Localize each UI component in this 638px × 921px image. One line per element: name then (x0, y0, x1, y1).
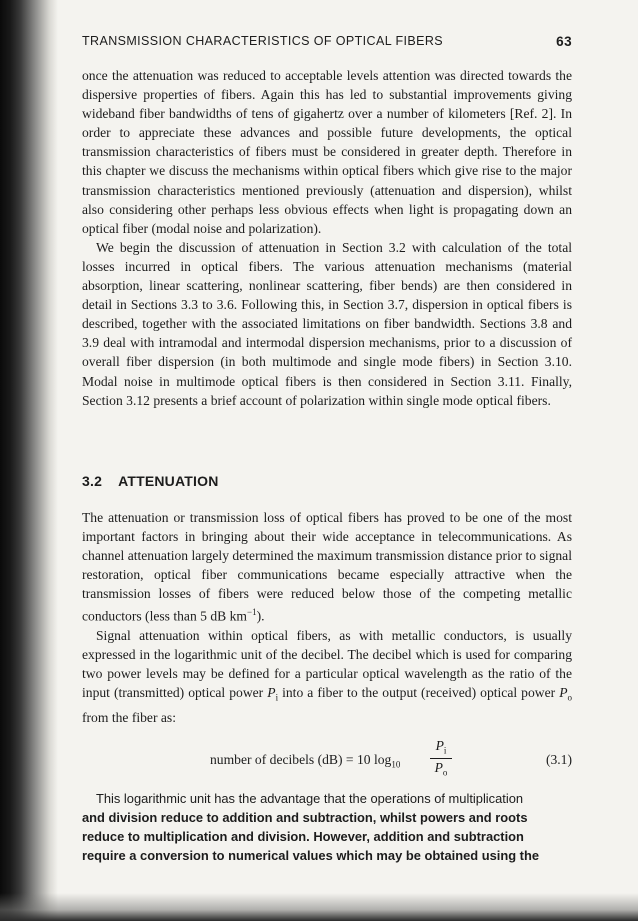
paragraph-5-line-3: reduce to multiplication and division. However, addition and subtraction (82, 829, 524, 845)
intro-text (82, 66, 572, 410)
running-head (82, 34, 572, 49)
log-base: 10 (391, 759, 401, 770)
page-number: 63 (556, 34, 572, 49)
paragraph-5-line-4: require a conversion to numerical values which may be obtained using the (82, 848, 540, 864)
attenuation-text (82, 508, 572, 727)
equation-lhs (210, 752, 400, 770)
closing-text (82, 789, 572, 865)
paragraph-3-text: The attenuation or transmission loss of optical fibers has proved to be one of the most important factors in bringing about their wide acceptance in telecommunications. As channel attenuation largely determined the maximum transmission distance prior to signal restoration, optical fiber communications became especially attractive when the transmission losses of fibers were reduced below those of the competing metallic conductors (less than 5 dB km (82, 510, 572, 624)
numerator-sub: i (443, 745, 447, 756)
paragraph-4-mid: into a fiber to the output (received) optical power (278, 685, 560, 701)
symbol-pi-sub: i (275, 693, 279, 704)
paragraph-4-text: Signal attenuation within optical fibers, as with metallic conductors, is usually expressed in the logarithmic unit of the decibel. The decibel which is used for comparing two power levels may be defined for a particular optical wavelength as the ratio of the input (transmitted) optical power (82, 628, 572, 701)
symbol-pi: P (267, 685, 276, 701)
paragraph-1: once the attenuation was reduced to acceptable levels attention was directed towards the dispersive properties of fibers. Again this has led to substantial improvements giving wideband fiber bandwidths of tens of gigahertz over a number of kilometers [Ref. 2]. In order to appreciate these advances and possible future developments, the optical transmission characteristics of fibers must be considered in greater depth. Therefore in this chapter we discuss the mechanisms within optical fibers which give rise to the major transmission characteristics mentioned previously (attenuation and dispersion), whilst also considering other perhaps less obvious effects when light is propagating down an optical fiber (modal noise and polarization). (82, 68, 572, 236)
symbol-po-sub: o (567, 693, 572, 704)
paragraph-3-exponent: −1 (247, 607, 257, 618)
numerator-symbol: P (435, 738, 444, 753)
equation-fraction (430, 738, 452, 778)
paragraph-4-end: from the fiber as: (82, 710, 176, 726)
fraction-bar (430, 758, 452, 759)
equation-lhs-text: number of decibels (dB) = 10 log (210, 752, 392, 767)
running-head-title: TRANSMISSION CHARACTERISTICS OF OPTICAL FIBERS (82, 34, 444, 48)
fraction-denominator (430, 760, 452, 778)
equation-label: (3.1) (545, 752, 572, 767)
bottom-shadow (0, 893, 638, 921)
paragraph-3 (82, 508, 572, 626)
section-title: ATTENUATION (118, 473, 219, 489)
binding-shadow (0, 0, 58, 921)
symbol-po: P (559, 685, 568, 701)
paragraph-4 (82, 626, 572, 727)
denominator-sub: o (442, 767, 448, 778)
fraction-numerator (430, 738, 452, 757)
paragraph-2: We begin the discussion of attenuation in Section 3.2 with calculation of the total losses incurred in optical fibers. The various attenuation mechanisms (material absorption, linear scattering, nonlinear scattering, fiber bends) are then considered in detail in Sections 3.3 to 3.6. Following this, in Section 3.7, dispersion in optical fibers is described, together with the associated limitations on fiber bandwidth. Sections 3.8 and 3.9 deal with intramodal and intermodal dispersion mechanisms, prior to a discussion of overall fiber dispersion (in both multimode and single mode fibers) in Section 3.10. Modal noise in multimode optical fibers is then considered in Section 3.11. Finally, Section 3.12 presents a brief account of polarization within single mode optical fibers. (82, 239, 572, 408)
section-number: 3.2 (82, 473, 103, 489)
equation-3-1 (82, 738, 572, 782)
paragraph-5-line-2: and division reduce to addition and subtraction, whilst powers and roots (82, 810, 528, 826)
paragraph-5-line-1: This logarithmic unit has the advantage that the operations of multiplication (96, 791, 524, 806)
section-heading (82, 473, 219, 489)
paragraph-3-end: ). (256, 609, 265, 624)
denominator-symbol: P (434, 760, 443, 775)
